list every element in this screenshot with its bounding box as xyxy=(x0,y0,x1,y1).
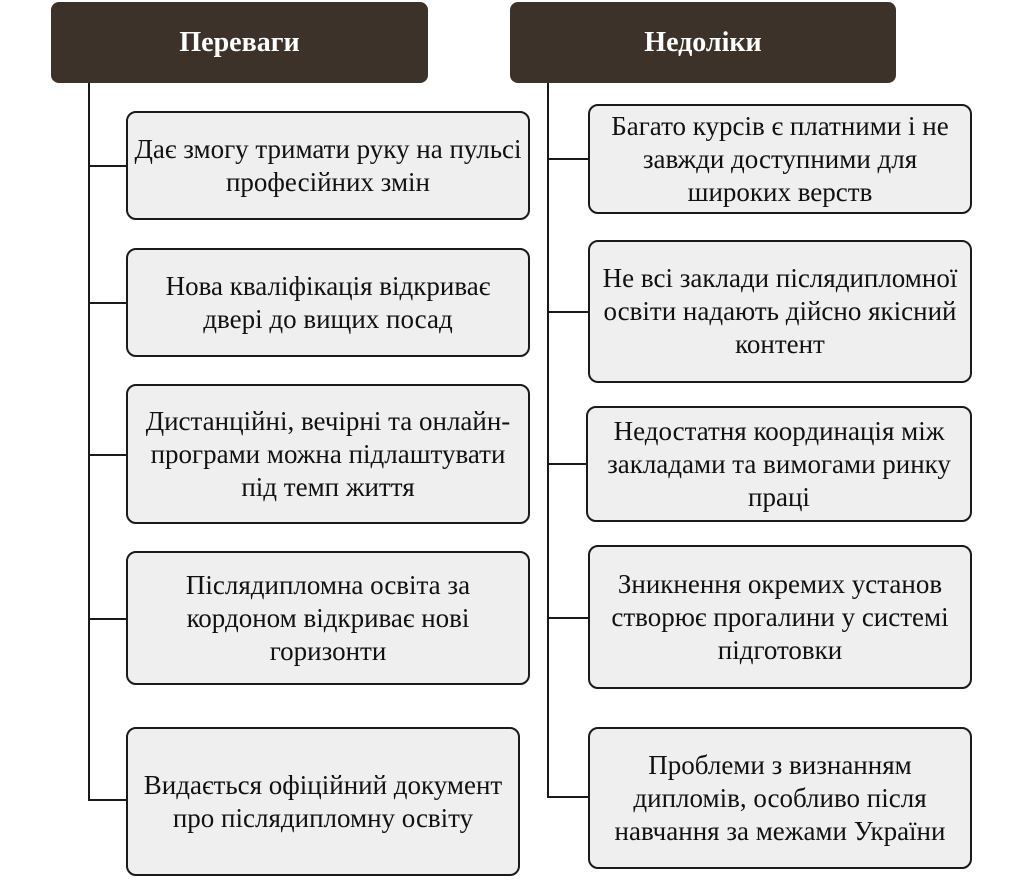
advantages-connector-2 xyxy=(88,302,126,304)
advantage-box-5 xyxy=(126,727,520,876)
disadvantages-connector-3 xyxy=(547,463,588,465)
advantage-box-1 xyxy=(126,111,530,220)
advantage-box-3 xyxy=(126,384,530,524)
disadvantage-text-3: Недостатня координація між закладами та вимогами ринку праці xyxy=(607,415,951,512)
advantage-text-1: Дає змогу тримати руку на пульсі професійних змін xyxy=(134,133,522,197)
disadvantage-box-1 xyxy=(588,104,972,214)
disadvantage-box-3 xyxy=(586,406,972,522)
advantages-connector-vertical xyxy=(88,83,90,800)
disadvantages-connector-2 xyxy=(547,311,588,313)
disadvantages-connector-vertical xyxy=(547,83,549,797)
disadvantage-text-5: Проблеми з визнанням дипломів, особливо після навчання за межами України xyxy=(614,749,946,846)
disadvantages-header: Недоліки xyxy=(510,2,896,83)
advantages-connector-1 xyxy=(88,165,126,167)
advantages-connector-3 xyxy=(88,454,126,456)
disadvantages-connector-4 xyxy=(547,617,588,619)
disadvantage-box-4 xyxy=(588,545,972,689)
disadvantage-text-2: Не всі заклади післядипломної освіти надають дійсно якісний контент xyxy=(602,263,958,359)
advantage-text-5: Видається офіційний документ про післядипломну освіту xyxy=(143,769,503,833)
disadvantage-box-5 xyxy=(588,727,972,869)
advantage-box-4 xyxy=(126,551,530,685)
disadvantages-connector-1 xyxy=(547,158,588,160)
disadvantage-text-1: Багато курсів є платними і не завжди доступними для широких верств xyxy=(611,110,949,207)
advantage-box-2 xyxy=(126,248,530,357)
advantage-text-2: Нова кваліфікація відкриває двері до вищих посад xyxy=(165,270,491,334)
disadvantage-box-2 xyxy=(588,240,972,383)
advantages-header: Переваги xyxy=(51,2,428,83)
advantage-text-3: Дистанційні, вечірні та онлайн-програми можна підлаштувати під темп життя xyxy=(145,405,511,502)
disadvantages-connector-5 xyxy=(547,796,588,798)
advantages-connector-4 xyxy=(88,618,126,620)
disadvantage-text-4: Зникнення окремих установ створює прогалини у системі підготовки xyxy=(611,568,949,665)
advantages-connector-5 xyxy=(88,799,126,801)
advantage-text-4: Післядипломна освіта за кордоном відкриває нові горизонти xyxy=(185,569,471,666)
